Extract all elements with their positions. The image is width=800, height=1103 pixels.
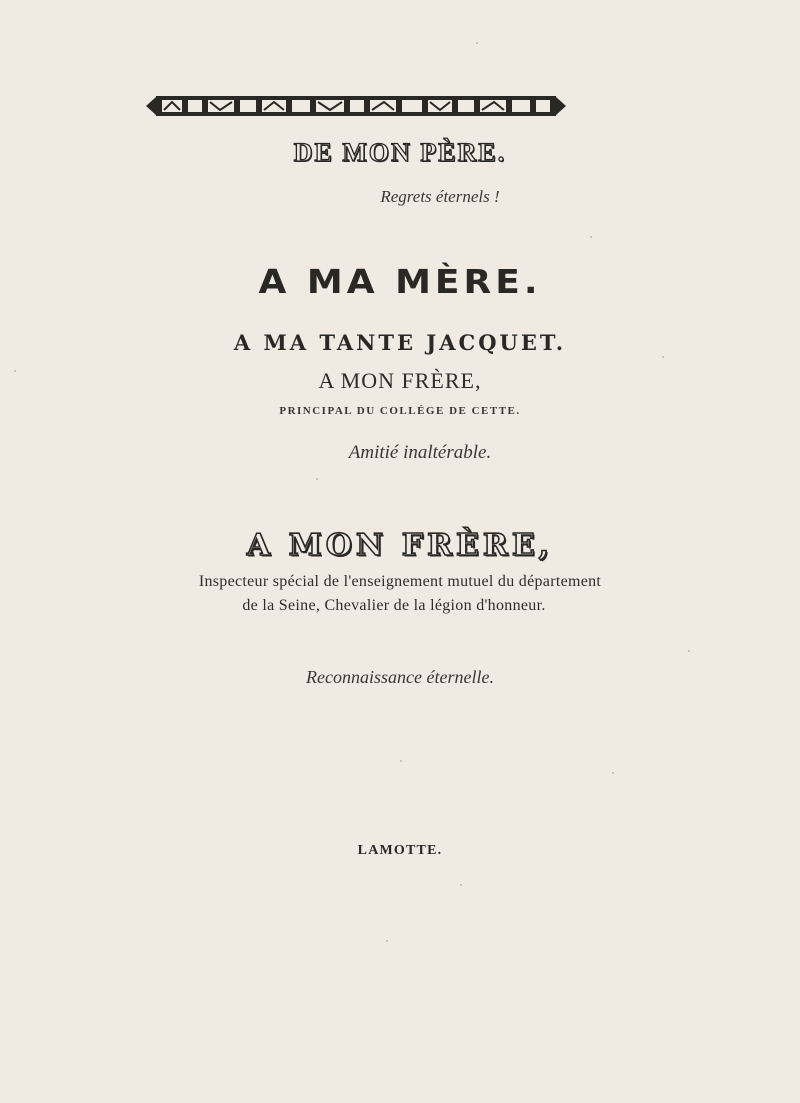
signature: LAMOTTE. [357, 843, 443, 858]
paper-speck [590, 236, 592, 238]
principal-subtitle: PRINCIPAL DU COLLÉGE DE CETTE. [279, 405, 521, 417]
a-ma-tante-heading: A MA TANTE JACQUET. [233, 330, 567, 355]
paper-speck [662, 356, 664, 358]
ornamental-banner-icon [146, 94, 566, 118]
paper-speck [14, 370, 16, 372]
paper-speck [612, 772, 614, 774]
amitie-text: Amitié inaltérable. [348, 442, 492, 463]
paper-speck [316, 478, 318, 480]
a-mon-frere-decorative-heading: A MON FRÈRE, [246, 528, 554, 563]
paper-speck [386, 940, 388, 942]
seine-text: de la Seine, Chevalier de la légion d'honneur. [242, 597, 546, 614]
regrets-eternels-text: Regrets éternels ! [380, 187, 500, 206]
paper-speck [460, 884, 462, 886]
paper-speck [400, 760, 402, 762]
a-ma-mere-heading: A MA MÈRE. [258, 263, 542, 302]
paper-speck [476, 42, 478, 44]
inspecteur-text: Inspecteur spécial de l'enseignement mutuel du département [198, 573, 602, 590]
paper-speck [688, 650, 690, 652]
a-mon-frere-heading: A MON FRÈRE, [318, 368, 482, 393]
reconnaissance-text: Reconnaissance éternelle. [306, 667, 494, 687]
de-mon-pere-heading: DE MON PÈRE. [293, 138, 507, 167]
